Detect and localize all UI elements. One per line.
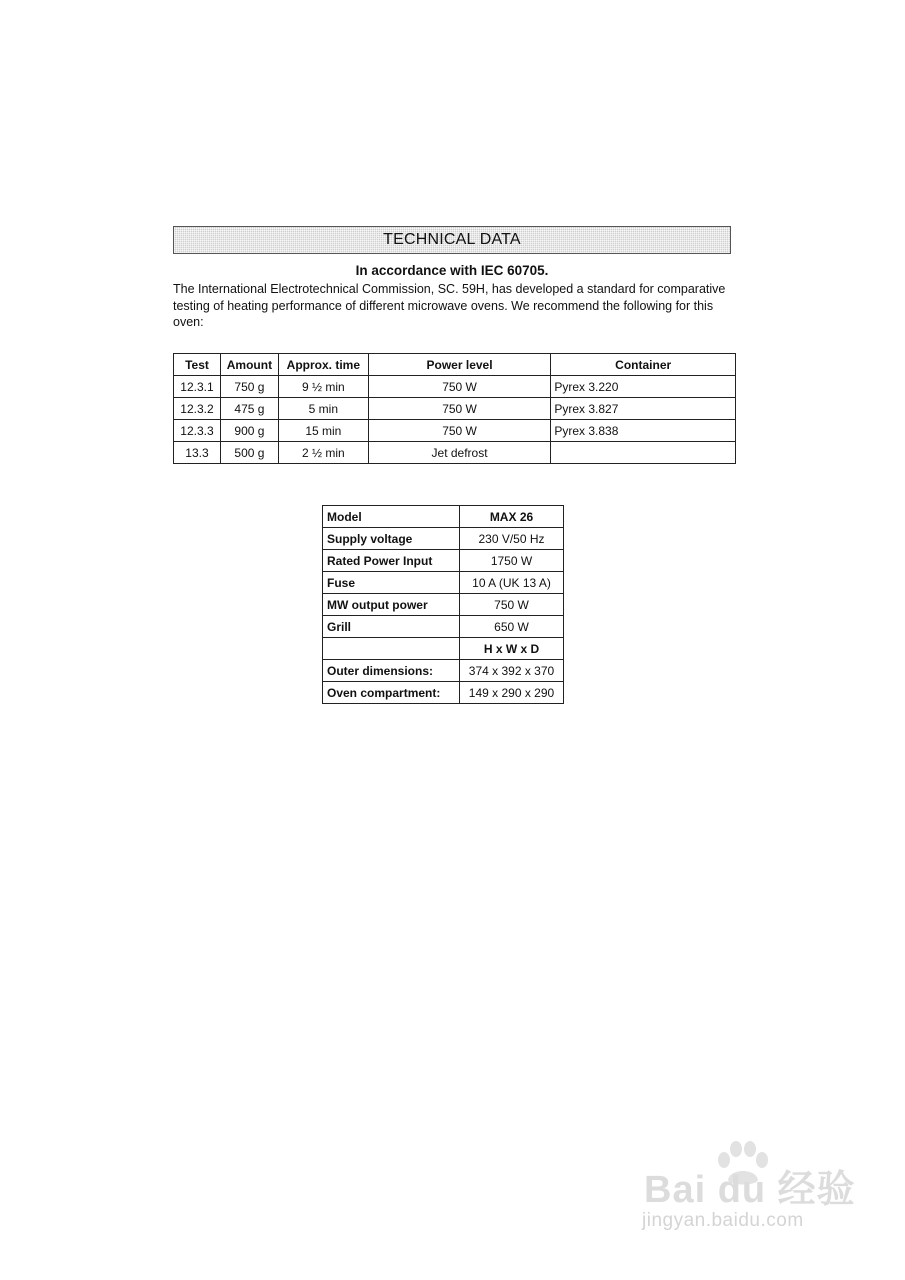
table-row [174, 376, 736, 398]
spec-label-grill: Grill [323, 616, 460, 638]
spec-label-mw-output: MW output power [323, 594, 460, 616]
cell-container: Pyrex 3.827 [551, 398, 736, 420]
spec-row [323, 506, 564, 528]
watermark-url: jingyan.baidu.com [642, 1210, 804, 1231]
spec-label-fuse: Fuse [323, 572, 460, 594]
cell-amount: 475 g [220, 398, 278, 420]
spec-value-rated-power: 1750 W [460, 550, 564, 572]
cell-amount: 500 g [220, 442, 278, 464]
intro-paragraph: The International Electrotechnical Commission, SC. 59H, has developed a standard for comparative testing of heating performance of different microwave ovens. We recommend the following for this oven: [173, 282, 726, 329]
cell-time: 2 ½ min [278, 442, 368, 464]
cell-power: Jet defrost [368, 442, 551, 464]
spec-value-mw-output: 750 W [460, 594, 564, 616]
cell-power: 750 W [368, 376, 551, 398]
table-row [174, 442, 736, 464]
spec-row [323, 572, 564, 594]
table-row [174, 420, 736, 442]
spec-label-model: Model [323, 506, 460, 528]
spec-value-fuse: 10 A (UK 13 A) [460, 572, 564, 594]
spec-label-rated-power: Rated Power Input [323, 550, 460, 572]
section-title-bar [173, 226, 731, 254]
header-power-level: Power level [368, 354, 551, 376]
spec-value-outer-dimensions: 374 x 392 x 370 [460, 660, 564, 682]
cell-time: 5 min [278, 398, 368, 420]
spec-row [323, 528, 564, 550]
watermark-logo: Bai du 经验 [644, 1169, 856, 1211]
spec-value-model: MAX 26 [460, 506, 564, 528]
standard-subtitle: In accordance with IEC 60705. [355, 263, 549, 278]
cell-test: 12.3.3 [174, 420, 221, 442]
cell-power: 750 W [368, 398, 551, 420]
spec-table [322, 505, 564, 704]
spec-row [323, 550, 564, 572]
spec-label-outer-dimensions: Outer dimensions: [323, 660, 460, 682]
cell-time: 9 ½ min [278, 376, 368, 398]
cell-container [551, 442, 736, 464]
cell-time: 15 min [278, 420, 368, 442]
spec-value-grill: 650 W [460, 616, 564, 638]
header-test: Test [174, 354, 221, 376]
cell-amount: 750 g [220, 376, 278, 398]
spec-row [323, 660, 564, 682]
spec-label-oven-compartment: Oven compartment: [323, 682, 460, 704]
cell-test: 12.3.1 [174, 376, 221, 398]
header-approx-time: Approx. time [278, 354, 368, 376]
cell-power: 750 W [368, 420, 551, 442]
header-container: Container [551, 354, 736, 376]
cell-amount: 900 g [220, 420, 278, 442]
cell-container: Pyrex 3.838 [551, 420, 736, 442]
cell-test: 13.3 [174, 442, 221, 464]
cell-container: Pyrex 3.220 [551, 376, 736, 398]
test-table [173, 353, 736, 464]
spec-value-supply-voltage: 230 V/50 Hz [460, 528, 564, 550]
header-amount: Amount [220, 354, 278, 376]
baidu-watermark [640, 1140, 860, 1250]
spec-row [323, 638, 564, 660]
spec-value-oven-compartment: 149 x 290 x 290 [460, 682, 564, 704]
spec-label-supply-voltage: Supply voltage [323, 528, 460, 550]
spec-row [323, 682, 564, 704]
table-row [174, 398, 736, 420]
test-table-header-row [174, 354, 736, 376]
spec-value-dimension-order: H x W x D [460, 638, 564, 660]
section-title: TECHNICAL DATA [383, 231, 521, 248]
cell-test: 12.3.2 [174, 398, 221, 420]
spec-row [323, 616, 564, 638]
spec-label-empty [323, 638, 460, 660]
spec-row [323, 594, 564, 616]
